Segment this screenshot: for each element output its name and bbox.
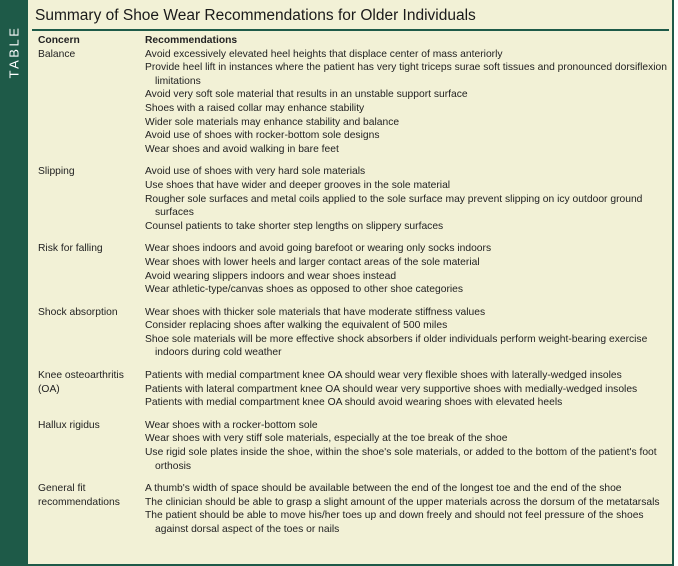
recommendation-item: Use rigid sole plates inside the shoe, within the shoe's sole materials, or added to the bottom of the patient's foot orthosis	[145, 447, 657, 472]
concern-cell: Shock absorption	[38, 306, 118, 318]
recommendation-item: Avoid wearing slippers indoors and wear shoes instead	[145, 270, 397, 282]
recommendation-item: Use shoes that have wider and deeper grooves in the sole material	[145, 179, 451, 191]
recommendation-item: Rougher sole surfaces and metal coils applied to the sole surface may prevent slipping on icy outdoor ground surfaces	[145, 193, 643, 219]
table-row	[38, 369, 668, 410]
concern-cell: General fit recommendations	[38, 483, 120, 508]
recommendations-cell	[145, 369, 668, 410]
side-tab	[0, 0, 28, 566]
recommendation-item: Provide heel lift in instances where the patient has very tight triceps surae soft tissues and pronounced dorsiflexion limitations	[145, 62, 667, 87]
table-row	[38, 482, 668, 536]
recommendation-item: Wider sole materials may enhance stability and balance	[145, 116, 400, 128]
recommendation-item: Wear shoes indoors and avoid going barefoot or wearing only socks indoors	[145, 243, 492, 255]
recommendation-item: Avoid very soft sole material that results in an unstable support surface	[145, 89, 468, 101]
recommendation-item: Patients with lateral compartment knee OA should wear very supportive shoes with medially-wedged insoles	[145, 383, 638, 395]
recommendation-item: Avoid use of shoes with very hard sole materials	[145, 166, 366, 178]
table-row	[38, 306, 668, 360]
recommendation-item: Avoid excessively elevated heel heights that displace center of mass anteriorly	[145, 48, 503, 60]
concern-cell: Slipping	[38, 166, 75, 178]
recommendation-item: Wear athletic-type/canvas shoes as opposed to other shoe categories	[145, 284, 464, 296]
recommendation-item: Patients with medial compartment knee OA should avoid wearing shoes with elevated heels	[145, 397, 563, 409]
recommendations-cell	[145, 482, 668, 536]
recommendation-item: Wear shoes with a rocker-bottom sole	[145, 419, 318, 431]
concern-cell: Risk for falling	[38, 243, 103, 255]
recommendation-item: The clinician should be able to grasp a slight amount of the upper materials across the dorsum of the metatarsals	[145, 496, 660, 508]
recommendation-item: Consider replacing shoes after walking the equivalent of 500 miles	[145, 320, 448, 332]
recommendation-item: Wear shoes with thicker sole materials that have moderate stiffness values	[145, 306, 486, 318]
concern-header: Concern	[38, 35, 80, 46]
sections	[38, 48, 668, 537]
side-tab-label: TABLE	[6, 25, 22, 79]
table-row	[38, 419, 668, 473]
recommendation-item: Wear shoes with very stiff sole materials, especially at the toe break of the shoe	[145, 433, 508, 445]
table-title: Summary of Shoe Wear Recommendations for Older Individuals	[35, 7, 476, 24]
table-body	[38, 34, 668, 537]
recommendation-item: Shoes with a raised collar may enhance stability	[145, 102, 365, 114]
recommendation-item: Patients with medial compartment knee OA should wear very flexible shoes with laterally-wedged insoles	[145, 370, 622, 382]
recommendation-item: A thumb's width of space should be available between the end of the longest toe and the end of the shoe	[145, 483, 622, 495]
recommendations-cell	[145, 306, 668, 360]
recommendation-item: Wear shoes with lower heels and larger contact areas of the sole material	[145, 256, 480, 268]
recommendations-cell	[145, 419, 668, 473]
table-row	[38, 48, 668, 157]
header-row	[38, 34, 668, 48]
recommendations-cell	[145, 48, 668, 157]
recommendation-item: The patient should be able to move his/her toes up and down freely and should not feel pressure of the shoes against dorsal aspect of the toes or nails	[145, 510, 644, 535]
recommendation-item: Counsel patients to take shorter step lengths on slippery surfaces	[145, 220, 444, 232]
recommendations-header: Recommendations	[145, 35, 238, 46]
concern-cell: Knee osteoarthritis (OA)	[38, 370, 124, 395]
recommendation-item: Wear shoes and avoid walking in bare feet	[145, 143, 339, 155]
concern-cell: Balance	[38, 48, 76, 60]
table-row	[38, 165, 668, 233]
recommendation-item: Avoid use of shoes with rocker-bottom sole designs	[145, 130, 380, 142]
table-row	[38, 242, 668, 296]
concern-cell: Hallux rigidus	[38, 419, 100, 431]
recommendations-cell	[145, 165, 668, 233]
title-divider	[32, 29, 669, 31]
table-panel	[28, 0, 674, 566]
recommendation-item: Shoe sole materials will be more effective shock absorbers if older individuals perform weight-bearing exercise indoors during cold weather	[145, 333, 648, 359]
recommendations-cell	[145, 242, 668, 296]
